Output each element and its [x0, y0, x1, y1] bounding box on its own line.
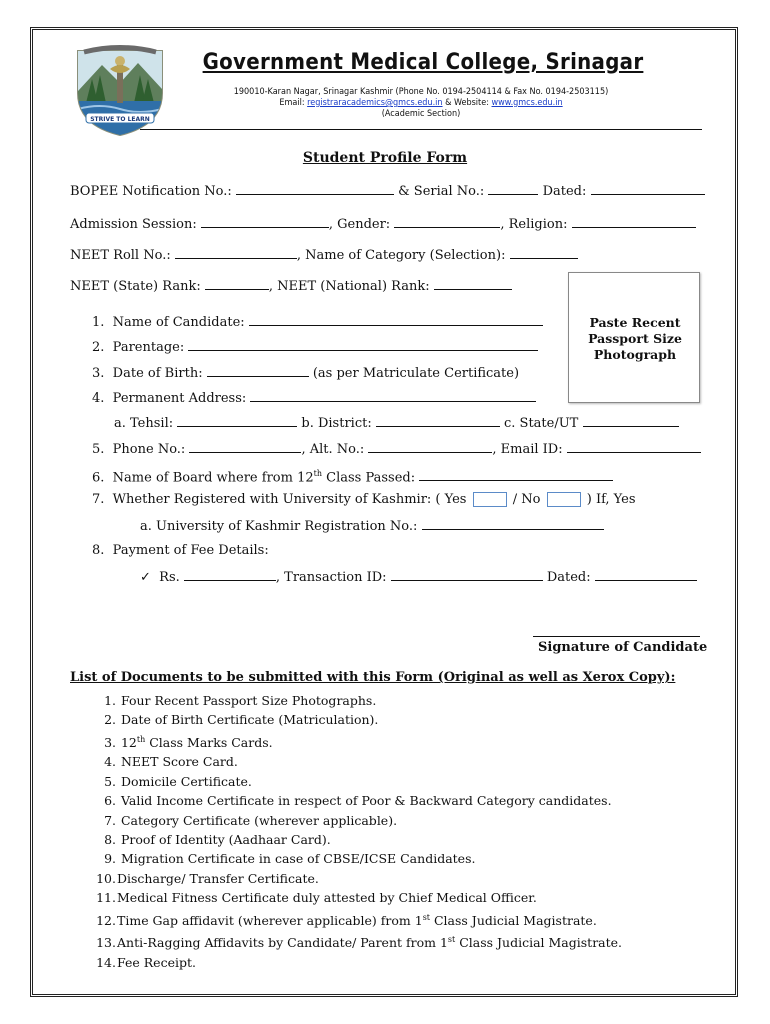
signature-line[interactable] — [533, 636, 700, 637]
district-field[interactable] — [376, 414, 500, 427]
list-item: 2. Date of Birth Certificate (Matriculation). — [104, 712, 379, 728]
form-title: Student Profile Form — [302, 150, 468, 166]
row-fee — [140, 568, 697, 586]
address-field[interactable] — [250, 389, 536, 402]
state-field[interactable] — [583, 414, 679, 427]
fee-dated-label: Dated: — [546, 570, 591, 585]
item-number: 1. — [92, 315, 105, 330]
item-name — [92, 313, 543, 331]
list-item: 5. Domicile Certificate. — [104, 773, 252, 789]
serial-field[interactable] — [488, 182, 538, 195]
phone-field[interactable] — [189, 440, 301, 453]
neet-state-field[interactable] — [205, 277, 269, 290]
email-link[interactable]: registraracademics@gmcs.edu.in — [307, 98, 443, 108]
list-item: 8. Proof of Identity (Aadhaar Card). — [104, 832, 331, 847]
item-dob — [92, 364, 519, 382]
signature-label: Signature of Candidate — [538, 640, 708, 655]
item-number: 7. — [92, 492, 105, 507]
payment-label: Payment of Fee Details: — [112, 543, 269, 558]
state-label: c. State/UT — [504, 416, 579, 431]
list-item: 4. NEET Score Card. — [104, 754, 238, 770]
header-divider — [140, 129, 702, 130]
bopee-label: BOPEE Notification No.: — [70, 184, 232, 199]
no-checkbox[interactable] — [547, 492, 581, 507]
board-sup: th — [313, 469, 322, 478]
logo-motto: STRIVE TO LEARN — [90, 116, 150, 123]
session-label: Admission Session: — [70, 217, 197, 232]
rs-label: Rs. — [159, 570, 180, 585]
photo-box[interactable] — [568, 272, 700, 403]
gender-label: , Gender: — [328, 217, 391, 232]
row-registration — [140, 517, 604, 535]
dated-field[interactable] — [591, 182, 705, 195]
photo-line-2: Passport Size — [588, 331, 682, 346]
item-payment — [92, 543, 269, 559]
list-item: 9. Migration Certificate in case of CBSE/ICSE Candidates. — [104, 851, 476, 867]
dob-label: Date of Birth: — [112, 366, 203, 381]
row-neet-rank — [70, 277, 512, 295]
item-number: 6. — [92, 470, 105, 486]
college-address: 190010-Karan Nagar, Srinagar Kashmir (Phone No. 0194-2504114 & Fax No. 0194-2503115) — [233, 87, 609, 97]
item-number: 5. — [92, 442, 105, 457]
list-item: 1. Four Recent Passport Size Photographs. — [104, 693, 377, 708]
list-item: 11.Medical Fitness Certificate duly attested by Chief Medical Officer. — [96, 890, 537, 906]
list-item: 12.Time Gap affidavit (wherever applicable) from 1st Class Judicial Magistrate. — [96, 912, 597, 928]
documents-list — [92, 691, 622, 972]
phone-label: Phone No.: — [112, 442, 186, 457]
transaction-label: , Transaction ID: — [275, 570, 387, 585]
list-item: 3. 12th Class Marks Cards. — [104, 734, 273, 750]
item-number: 3. — [92, 366, 105, 381]
item-phone — [92, 440, 701, 458]
address-label: Permanent Address: — [112, 391, 247, 406]
name-field[interactable] — [249, 313, 543, 326]
name-label: Name of Candidate: — [112, 315, 245, 330]
list-item: 13.Anti-Ragging Affidavits by Candidate/ Parent from 1st Class Judicial Magistrate. — [96, 935, 623, 951]
contact-line — [0, 98, 770, 109]
email-field[interactable] — [567, 440, 701, 453]
no-label: / No — [512, 492, 541, 507]
alt-field[interactable] — [368, 440, 492, 453]
tehsil-label: a. Tehsil: — [114, 416, 174, 431]
email-label: Email: — [279, 98, 308, 108]
dob-note: (as per Matriculate Certificate) — [312, 366, 520, 381]
neet-national-field[interactable] — [434, 277, 512, 290]
transaction-field[interactable] — [391, 568, 543, 581]
fee-dated-field[interactable] — [595, 568, 697, 581]
neet-roll-field[interactable] — [175, 246, 297, 259]
serial-label: & Serial No.: — [398, 184, 485, 199]
row-tehsil — [114, 414, 679, 432]
religion-label: , Religion: — [500, 217, 568, 232]
yes-checkbox[interactable] — [473, 492, 507, 507]
documents-title: List of Documents to be submitted with this Form (Original as well as Xerox Copy): — [70, 670, 676, 685]
row-session — [70, 215, 696, 233]
photo-line-3: Photograph — [593, 347, 677, 362]
college-name: Government Medical College, Srinagar — [202, 50, 644, 75]
list-item: 10.Discharge/ Transfer Certificate. — [96, 870, 319, 886]
item-number: 8. — [92, 543, 105, 558]
board-field[interactable] — [419, 468, 613, 481]
website-link[interactable]: www.gmcs.edu.in — [491, 98, 563, 108]
dated-label: Dated: — [542, 184, 587, 199]
registration-label: a. University of Kashmir Registration No.: — [140, 519, 418, 534]
row-neet-roll — [70, 246, 578, 264]
check-icon: ✓ — [140, 570, 151, 585]
item-parentage — [92, 338, 538, 356]
neet-roll-label: NEET Roll No.: — [70, 248, 171, 263]
photo-line-1: Paste Recent — [589, 315, 681, 330]
item-address — [92, 389, 536, 407]
parentage-label: Parentage: — [112, 340, 185, 355]
rs-field[interactable] — [184, 568, 276, 581]
alt-label: , Alt. No.: — [301, 442, 365, 457]
tehsil-field[interactable] — [177, 414, 297, 427]
religion-field[interactable] — [572, 215, 696, 228]
section-label: (Academic Section) — [381, 109, 461, 119]
dob-field[interactable] — [207, 364, 309, 377]
board-label-end: Class Passed: — [321, 470, 416, 486]
row-bopee — [70, 182, 705, 200]
item-number: 4. — [92, 391, 105, 406]
item-number: 2. — [92, 340, 105, 355]
bopee-field[interactable] — [236, 182, 394, 195]
list-item: 7. Category Certificate (wherever applicable). — [104, 812, 398, 828]
registered-label: Whether Registered with University of Kashmir: ( Yes — [112, 492, 467, 507]
neet-state-label: NEET (State) Rank: — [70, 279, 201, 294]
registration-field[interactable] — [422, 517, 604, 530]
ifyes-label: ) If, Yes — [586, 492, 636, 507]
item-board — [92, 466, 613, 486]
board-label: Name of Board where from 12 — [112, 470, 314, 486]
photo-instructions — [569, 315, 701, 363]
email-label: , Email ID: — [492, 442, 563, 457]
list-item: 14.Fee Receipt. — [96, 954, 196, 970]
category-field[interactable] — [510, 246, 578, 259]
category-label: , Name of Category (Selection): — [296, 248, 506, 263]
parentage-field[interactable] — [188, 338, 538, 351]
website-label: & Website: — [442, 98, 492, 108]
district-label: b. District: — [301, 416, 372, 431]
session-field[interactable] — [201, 215, 329, 228]
item-registered — [92, 492, 636, 508]
neet-national-label: , NEET (National) Rank: — [268, 279, 430, 294]
list-item: 6. Valid Income Certificate in respect of Poor & Backward Category candidates. — [104, 793, 612, 809]
gender-field[interactable] — [394, 215, 500, 228]
